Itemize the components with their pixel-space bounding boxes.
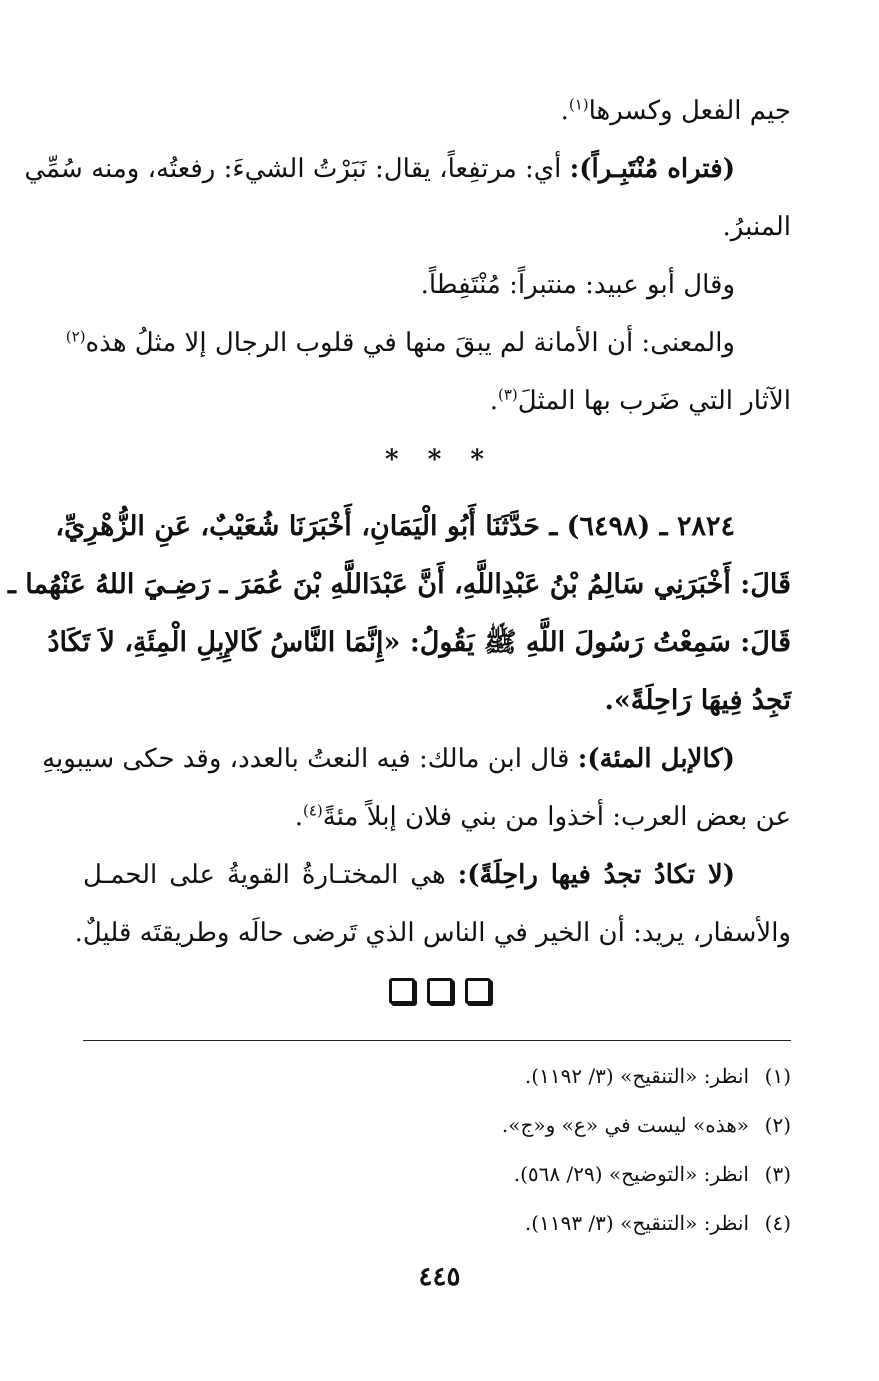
text-run: أي: مرتفِعاً، يقال: نَبَرْتُ الشيءَ: رفعتُه، ومنه سُمِّي [24, 154, 570, 184]
hadith-text [7, 498, 791, 730]
hadith-line: ٢٨٢٤ ـ (٦٤٩٨) ـ حَدَّثَنَا أَبُو الْيَمَانِ، أَخْبَرَنَا شُعَيْبٌ، عَنِ الزُّهْرِيِّ، [55, 511, 735, 542]
footnote-number: (١) [764, 1064, 791, 1088]
text-run: عن بعض العرب: أخذوا من بني فلان إبلاً مئةً [322, 802, 791, 832]
footnote-ref: (٣) [497, 385, 518, 404]
footnote-item [83, 1199, 791, 1248]
text-line [83, 372, 791, 430]
gloss-term: (فتراه مُنْتَبِـراً): [569, 154, 735, 184]
section-end-marks [0, 978, 879, 1004]
text-line [83, 82, 791, 140]
text-line [83, 846, 791, 904]
text-run: . [294, 802, 303, 832]
opening-paragraphs [24, 82, 791, 430]
text-run: قال ابن مالك: فيه النعتُ بالعدد، وقد حكى سيبويهِ [42, 744, 578, 774]
text-run: والمعنى: أن الأمانة لم يبقَ منها في قلوب الرجال إلا مثلُ هذه [85, 328, 735, 358]
footnote-number: (٢) [764, 1113, 791, 1137]
text-line [42, 730, 791, 788]
footnote-divider [83, 1040, 791, 1041]
footnote-text: انظر: «التنقيح» (٣/ ١١٩٢). [524, 1064, 749, 1088]
footnote-ref: (٤) [302, 801, 323, 820]
text-line [24, 140, 791, 198]
text-run: جيم الفعل وكسرها [588, 96, 791, 126]
section-separator: * * * [385, 445, 494, 475]
text-line [83, 788, 791, 846]
footnote-text: «هذه» ليست في «ع» و«ج». [501, 1113, 749, 1137]
gloss-term: (لا تكادُ تجدُ فيها راحِلَةً): [457, 860, 735, 890]
footnote-item [83, 1052, 791, 1101]
commentary [42, 730, 791, 962]
text-line: والأسفار، يريد: أن الخير في الناس الذي تَرضى حالَه وطريقتَه قليلٌ. [74, 918, 791, 948]
text-line [65, 314, 791, 372]
text-run: . [489, 386, 498, 416]
text-run: الآثار التي ضَرب بها المثلَ [517, 386, 791, 416]
end-square-icon [427, 978, 453, 1004]
text-run: . [560, 96, 569, 126]
footnote-text: انظر: «التنقيح» (٣/ ١١٩٣). [524, 1211, 749, 1235]
footnote-number: (٤) [764, 1211, 791, 1235]
text-line: وقال أبو عبيد: منتبراً: مُنْتَفِطاً. [420, 270, 735, 300]
end-square-icon [465, 978, 491, 1004]
footnote-number: (٣) [764, 1162, 791, 1186]
hadith-line: قَالَ: أَخْبَرَنِي سَالِمُ بْنُ عَبْدِاللَّهِ، أَنَّ عَبْدَاللَّهِ بْنَ عُمَرَ ـ رَضِـيَ اللهُ عَنْهُما ـ [7, 569, 791, 600]
gloss-term: (كالإبل المئة): [577, 744, 735, 774]
footnote-ref: (١) [568, 95, 589, 114]
text-line: المنبرُ. [722, 212, 791, 242]
footnote-item [83, 1150, 791, 1199]
text-run: هي المختـارةُ القويةُ على الحمـل [83, 860, 458, 890]
footnote-item [83, 1101, 791, 1150]
hadith-line: تَجِدُ فِيهَا رَاحِلَةً». [604, 685, 791, 716]
footnote-ref: (٢) [65, 327, 86, 346]
end-square-icon [389, 978, 415, 1004]
footnotes [83, 1052, 791, 1248]
footnote-text: انظر: «التوضيح» (٢٩/ ٥٦٨). [513, 1162, 749, 1186]
page-number: ٤٤٥ [418, 1262, 461, 1292]
hadith-line: قَالَ: سَمِعْتُ رَسُولَ اللَّهِ ﷺ يَقُولُ: «إِنَّمَا النَّاسُ كَالإِبِلِ الْمِئَةِ، لاَ تَكَادُ [47, 627, 791, 658]
